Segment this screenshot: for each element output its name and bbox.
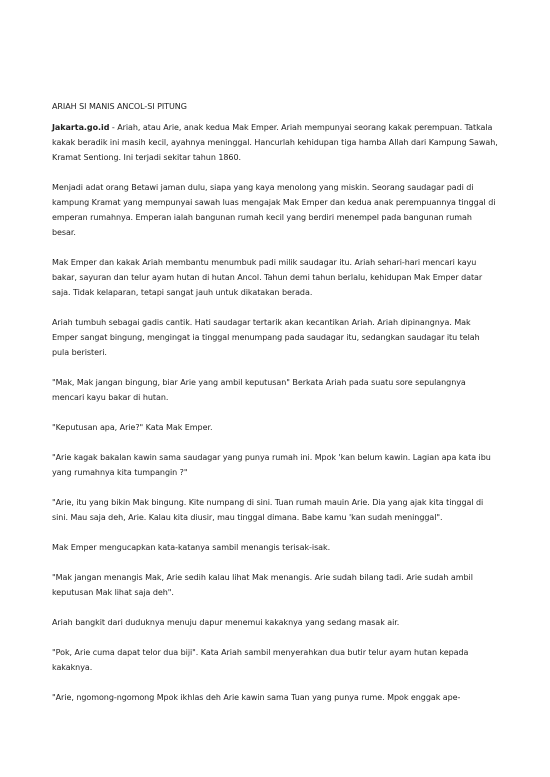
document-body <box>52 99 498 720</box>
paragraph: Mak Emper dan kakak Ariah membantu menumbuk padi milik saudagar itu. Ariah sehari-hari mencari kayu bakar, sayuran dan telur ayam hutan di hutan Ancol. Tahun demi tahun berlalu, kehidupan Mak Emper datar saja. Tidak kelaparan, tetapi sangat jauh untuk dikatakan berada. <box>52 258 483 297</box>
paragraph: Mak Emper mengucapkan kata-katanya sambil menangis terisak-isak. <box>52 543 331 552</box>
paragraph: "Mak, Mak jangan bingung, biar Arie yang ambil keputusan" Berkata Ariah pada suatu sore sepulangnya mencari kayu bakar di hutan. <box>52 378 466 402</box>
paragraph: Ariah tumbuh sebagai gadis cantik. Hati saudagar tertarik akan kecantikan Ariah. Ariah dipinangnya. Mak Emper sangat bingung, mengingat ia tinggal menumpang pada saudagar itu, sedangkan saudagar itu telah pula beristeri. <box>52 318 480 357</box>
paragraph: "Arie, ngomong-ngomong Mpok ikhlas deh Arie kawin sama Tuan yang punya rume. Mpok enggak ape- <box>52 693 461 702</box>
document-title: ARIAH SI MANIS ANCOL-SI PITUNG <box>52 102 187 111</box>
source-label: Jakarta.go.id <box>52 123 110 132</box>
lead-text: - Ariah, atau Arie, anak kedua Mak Emper. Ariah mempunyai seorang kakak perempuan. Tatkala kakak beradik ini masih kecil, ayahnya meninggal. Hancurlah kehidupan tiga hamba Allah dari Kampung Sawah, Kramat Sentiong. Ini terjadi sekitar tahun 1860. <box>52 123 498 162</box>
paragraph: "Arie kagak bakalan kawin sama saudagar yang punya rumah ini. Mpok 'kan belum kawin. Lagian apa kata ibu yang rumahnya kita tumpangin ?" <box>52 453 491 477</box>
lead-paragraph <box>52 120 498 165</box>
paragraph: Menjadi adat orang Betawi jaman dulu, siapa yang kaya menolong yang miskin. Seorang saudagar padi di kampung Kramat yang mempunyai sawah luas mengajak Mak Emper dan kedua anak perempuannya tinggal di emperan rumahnya. Emperan ialah bangunan rumah kecil yang berdiri menempel pada bangunan rumah besar. <box>52 183 496 237</box>
paragraph: "Keputusan apa, Arie?" Kata Mak Emper. <box>52 423 213 432</box>
paragraph: "Pok, Arie cuma dapat telor dua biji". Kata Ariah sambil menyerahkan dua butir telur ayam hutan kepada kakaknya. <box>52 648 469 672</box>
paragraph: Ariah bangkit dari duduknya menuju dapur menemui kakaknya yang sedang masak air. <box>52 618 400 627</box>
paragraph: "Arie, itu yang bikin Mak bingung. Kite numpang di sini. Tuan rumah mauin Arie. Dia yang ajak kita tinggal di sini. Mau saja deh, Arie. Kalau kita diusir, mau tinggal dimana. Babe kamu 'kan sudah meninggal". <box>52 498 484 522</box>
paragraph: "Mak jangan menangis Mak, Arie sedih kalau lihat Mak menangis. Arie sudah bilang tadi. Arie sudah ambil keputusan Mak lihat saja deh". <box>52 573 473 597</box>
